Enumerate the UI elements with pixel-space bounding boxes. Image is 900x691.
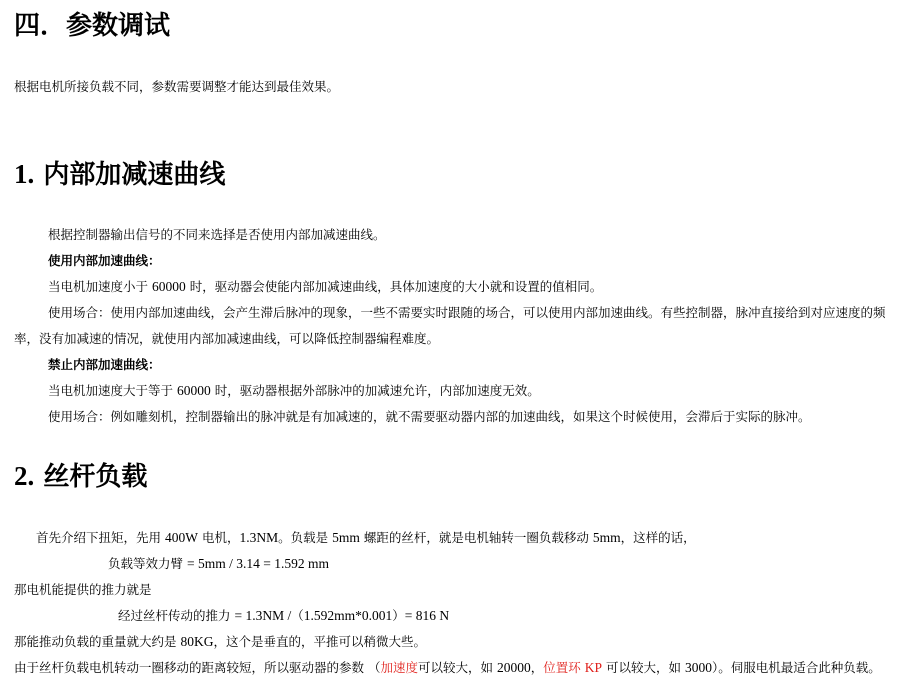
paragraph <box>36 530 696 546</box>
highlight-text: KP <box>584 660 603 675</box>
paragraph: 根据控制器输出信号的不同来选择是否使用内部加减速曲线。 <box>48 227 386 242</box>
formula-line <box>118 608 449 624</box>
subsection-number: 1. <box>14 159 35 189</box>
text-span: ） <box>392 608 405 623</box>
paragraph <box>48 383 540 399</box>
paragraph: 率，没有加减速的情况，就使用内部加减速曲线，可以降低控制器编程难度。 <box>14 331 440 346</box>
text-span: 那能推动负载的重量就大约是 <box>14 634 181 649</box>
text-span: 。负载是 <box>278 530 333 545</box>
text-span: ，这个是垂直的，平推可以稍微大些。 <box>213 634 426 649</box>
number-span: 60000 <box>151 279 186 294</box>
subsection-heading-1 <box>14 158 225 191</box>
number-span: 1.3NM <box>239 530 279 545</box>
text-span: 当电机加速度小于 <box>48 279 152 294</box>
highlight-text: 位置环 <box>543 660 585 675</box>
paragraph: 使用场合：使用内部加速曲线，会产生滞后脉冲的现象，一些不需要实时跟随的场合，可以使用内部加速曲线。有些控制器，脉冲直接给到对应速度的频 <box>48 305 886 320</box>
number-span: 400W <box>164 530 198 545</box>
highlight-text: 加速度 <box>380 660 419 675</box>
text-span: （ <box>367 660 381 675</box>
formula-span: = 816 N <box>404 608 450 623</box>
text-span: （ <box>291 608 304 623</box>
paragraph: 使用场合：例如雕刻机，控制器输出的脉冲就是有加减速的，就不需要驱动器内部的加速曲线，如果这个时候使用，会滞后于实际的脉冲。 <box>48 409 811 424</box>
paragraph <box>14 634 426 650</box>
number-span: 20000 <box>497 660 531 675</box>
number-span: 80KG <box>180 634 214 649</box>
text-span: 由于丝杆负载电机转动一圈移动的距离较短，所以驱动器的参数 <box>14 660 368 675</box>
use-curve-heading: 使用内部加速曲线： <box>48 253 161 268</box>
section-intro: 根据电机所接负载不同，参数需要调整才能达到最佳效果。 <box>14 79 340 94</box>
paragraph <box>14 660 881 676</box>
paragraph: 那电机能提供的推力就是 <box>14 582 152 597</box>
subsection-title: 内部加减速曲线 <box>43 160 226 190</box>
ban-curve-heading: 禁止内部加速曲线： <box>48 357 161 372</box>
text-span: 时，驱动器会使能内部加减速曲线，具体加速度的大小就和设置的值相同。 <box>185 279 603 294</box>
text-span: ，这样的话， <box>620 530 696 545</box>
text-span: 可以较大，如 <box>602 660 685 675</box>
text-span: 经过丝杆传动的推力 <box>118 608 235 623</box>
subsection-number: 2. <box>14 461 35 491</box>
formula-line <box>108 556 329 572</box>
subsection-title: 丝杆负载 <box>43 462 148 492</box>
text-span: ）。伺服电机最适合此种负载。 <box>711 660 881 675</box>
number-span: 3000 <box>684 660 712 675</box>
number-span: 5mm <box>592 530 621 545</box>
text-span: 当电机加速度大于等于 <box>48 383 177 398</box>
text-span: 首先介绍下扭矩，先用 <box>36 530 165 545</box>
text-span: 电机， <box>197 530 240 545</box>
section-heading: 四．参数调试 <box>14 11 171 41</box>
formula-span: 1.592mm*0.001 <box>303 608 393 623</box>
text-span: 螺距的丝杆，就是电机轴转一圈负载移动 <box>359 530 593 545</box>
text-span: 可以较大，如 <box>418 660 497 675</box>
text-span: 负载等效力臂 <box>108 556 187 571</box>
number-span: 5mm <box>332 530 360 545</box>
formula-span: = 5mm / 3.14 = 1.592 mm <box>186 556 329 571</box>
formula-span: = 1.3NM / <box>234 608 292 623</box>
number-span: 60000 <box>176 383 211 398</box>
paragraph <box>48 279 602 295</box>
text-span: 时，驱动器根据外部脉冲的加减速允许，内部加速度无效。 <box>210 383 540 398</box>
text-span: ， <box>530 660 544 675</box>
subsection-heading-2 <box>14 460 147 493</box>
